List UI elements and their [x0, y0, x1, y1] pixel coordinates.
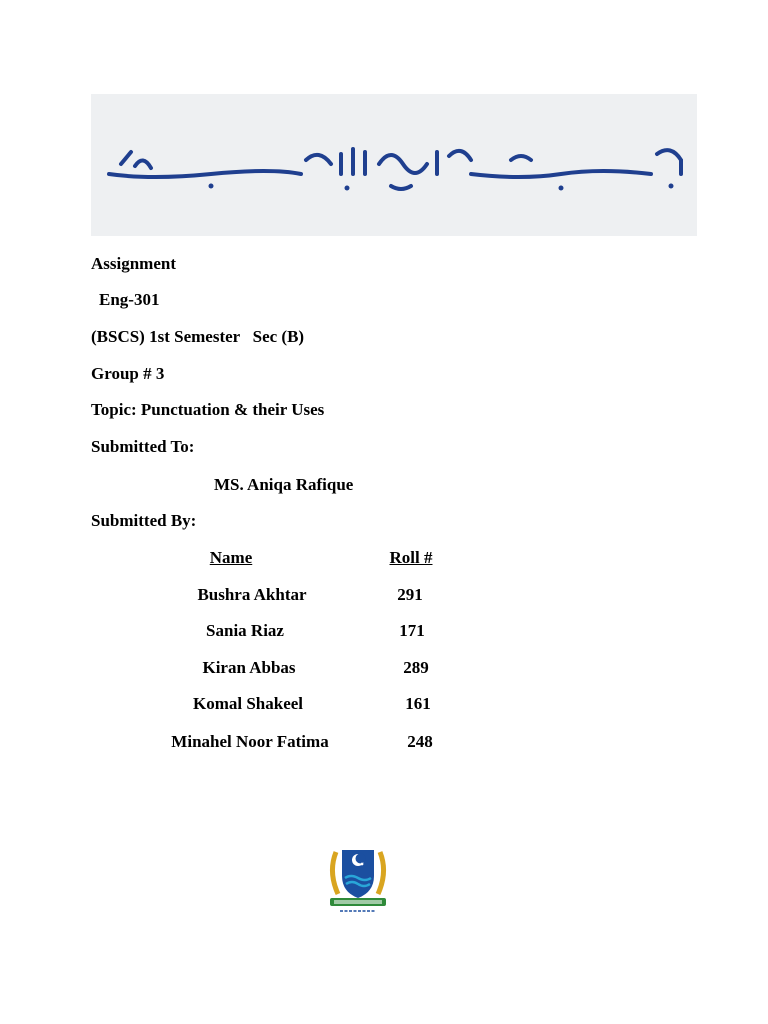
student-name: Kiran Abbas: [202, 658, 296, 677]
student-name: Minahel Noor Fatima: [171, 732, 329, 751]
student-name: Komal Shakeel: [192, 694, 304, 713]
student-roll: 171: [399, 621, 425, 640]
student-roll: 291: [397, 585, 423, 604]
topic-line: Topic: Punctuation & their Uses: [91, 400, 325, 419]
submitted-to-label: Submitted To:: [91, 437, 195, 456]
student-name: Sania Riaz: [206, 621, 284, 640]
group-number: Group # 3: [91, 364, 165, 383]
course-code: Eng-301: [99, 290, 160, 309]
bismillah-calligraphy-image: [91, 94, 697, 236]
student-roll: 161: [405, 694, 431, 713]
teacher-name: MS. Aniqa Rafique: [214, 475, 354, 494]
bismillah-banner: [91, 94, 697, 236]
student-roll: 289: [403, 658, 429, 677]
assignment-label: Assignment: [91, 254, 177, 273]
program-section: (BSCS) 1st Semester Sec (B): [91, 327, 305, 346]
university-seal-icon: [326, 842, 390, 916]
student-name: Bushra Akhtar: [197, 585, 307, 604]
submitted-by-label: Submitted By:: [91, 511, 197, 530]
student-roll: 248: [407, 732, 433, 751]
name-column-header: Name: [209, 548, 253, 567]
university-logo: [326, 842, 390, 916]
roll-column-header: Roll #: [389, 548, 433, 567]
